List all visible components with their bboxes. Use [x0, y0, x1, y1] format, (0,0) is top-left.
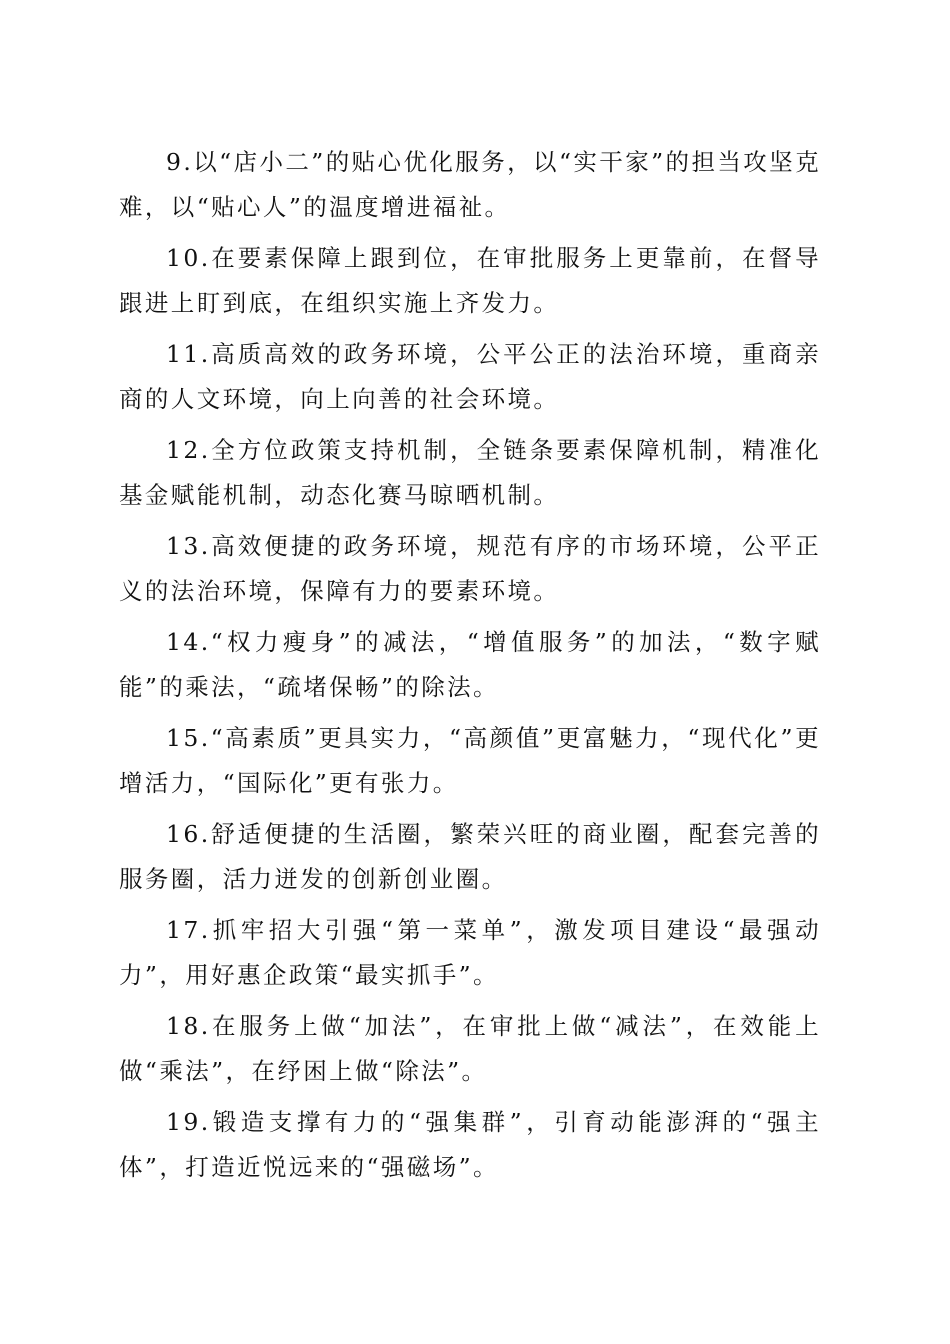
paragraph-item: 14.“权力瘦身”的减法，“增值服务”的加法，“数字赋能”的乘法，“疏堵保畅”的除法。 [119, 628, 821, 701]
paragraph-item: 15.“高素质”更具实力，“高颜值”更富魅力，“现代化”更增活力，“国际化”更有张力。 [119, 724, 821, 797]
paragraph-item: 10.在要素保障上跟到位，在审批服务上更靠前，在督导跟进上盯到底，在组织实施上齐发力。 [119, 244, 821, 317]
paragraph-item: 9.以“店小二”的贴心优化服务，以“实干家”的担当攻坚克难，以“贴心人”的温度增进福祉。 [119, 148, 821, 221]
paragraph-item: 19.锻造支撑有力的“强集群”，引育动能澎湃的“强主体”，打造近悦远来的“强磁场”。 [119, 1108, 821, 1181]
paragraph-item: 18.在服务上做“加法”，在审批上做“减法”，在效能上做“乘法”，在纾困上做“除法”。 [119, 1012, 821, 1085]
paragraph-item: 13.高效便捷的政务环境，规范有序的市场环境，公平正义的法治环境，保障有力的要素环境。 [119, 532, 821, 605]
paragraph-item: 17.抓牢招大引强“第一菜单”，激发项目建设“最强动力”，用好惠企政策“最实抓手”。 [119, 916, 821, 989]
paragraph-item: 12.全方位政策支持机制，全链条要素保障机制，精准化基金赋能机制，动态化赛马晾晒机制。 [119, 436, 821, 509]
paragraph-item: 16.舒适便捷的生活圈，繁荣兴旺的商业圈，配套完善的服务圈，活力迸发的创新创业圈。 [119, 820, 821, 893]
paragraph-item: 11.高质高效的政务环境，公平公正的法治环境，重商亲商的人文环境，向上向善的社会环境。 [119, 340, 821, 413]
document-body [119, 140, 821, 1196]
